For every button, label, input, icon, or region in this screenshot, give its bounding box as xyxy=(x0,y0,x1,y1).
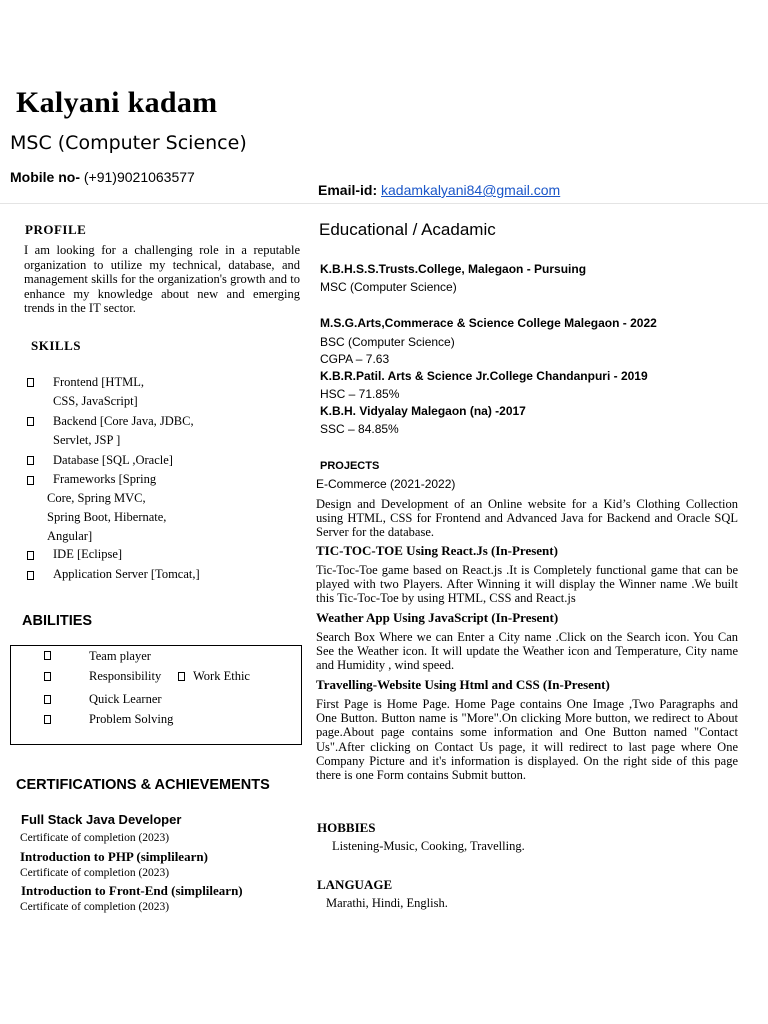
bullet-box-icon xyxy=(44,651,51,660)
mobile-line xyxy=(10,169,195,185)
email-label: Email-id: xyxy=(318,182,378,198)
education-college: K.B.H. Vidyalay Malegaon (na) -2017 xyxy=(320,404,526,418)
skill-line: Database [SQL ,Oracle] xyxy=(53,453,173,467)
skill-line: Backend [Core Java, JDBC, xyxy=(53,414,194,428)
project-title: Travelling-Website Using Html and CSS (In-Present) xyxy=(316,677,610,692)
project-description: Search Box Where we can Enter a City name .Click on the Search icon. You Can See the Weather icon. It will update the Weather icon and Temperature, City name and Humidity , wind speed. xyxy=(316,630,738,673)
education-detail: MSC (Computer Science) xyxy=(320,280,457,294)
abilities-heading: ABILITIES xyxy=(22,613,93,629)
skills-heading: SKILLS xyxy=(31,338,81,353)
certifications-heading: CERTIFICATIONS & ACHIEVEMENTS xyxy=(16,777,270,793)
hobbies-heading: HOBBIES xyxy=(317,820,376,835)
mobile-label: Mobile no- xyxy=(10,169,80,185)
ability-item: Problem Solving xyxy=(89,712,174,726)
email-line xyxy=(318,182,560,198)
cert-subtitle: Certificate of completion (2023) xyxy=(20,832,170,844)
skill-line: Frameworks [Spring xyxy=(53,472,157,486)
bullet-box-icon xyxy=(27,571,34,580)
skill-line: Application Server [Tomcat,] xyxy=(53,567,200,581)
header-divider xyxy=(0,203,768,204)
education-detail: BSC (Computer Science) xyxy=(320,335,455,349)
email-link[interactable]: kadamkalyani84@gmail.com xyxy=(381,182,561,198)
bullet-box-icon xyxy=(44,672,51,681)
bullet-box-icon xyxy=(27,456,34,465)
ability-item: Work Ethic xyxy=(193,669,250,683)
ability-item: Responsibility xyxy=(89,669,162,683)
bullet-box-icon xyxy=(27,378,34,387)
projects-heading: PROJECTS xyxy=(320,460,380,472)
project-description: Design and Development of an Online website for a Kid’s Clothing Collection using HTML, CSS for Frontend and Advanced Java for Backend and Oracle SQL Server for the database. xyxy=(316,497,738,540)
profile-text: I am looking for a challenging role in a reputable organization to utilize my technical, database, and management skills for the organization's growth and to enhance my knowledge about new and emerging trends in the IT sector. xyxy=(24,243,300,315)
ability-item: Team player xyxy=(89,649,151,663)
mobile-value: (+91)9021063577 xyxy=(80,169,195,185)
skill-line: Angular] xyxy=(47,529,93,543)
project-description: Tic-Toc-Toe game based on React.js .It is Completely functional game that can be played with two Players. After Winning it will display the Winner name .We built this Tic-Toc-Toe by using HTML, CSS and React.js xyxy=(316,563,738,606)
bullet-box-icon xyxy=(27,551,34,560)
bullet-box-icon xyxy=(44,695,51,704)
education-college: K.B.R.Patil. Arts & Science Jr.College Chandanpuri - 2019 xyxy=(320,369,648,383)
cert-subtitle: Certificate of completion (2023) xyxy=(20,867,170,879)
bullet-box-icon xyxy=(27,476,34,485)
cert-subtitle: Certificate of completion (2023) xyxy=(20,901,170,913)
cert-title: Full Stack Java Developer xyxy=(21,812,182,827)
project-title: TIC-TOC-TOE Using React.Js (In-Present) xyxy=(316,543,558,558)
education-detail: HSC – 71.85% xyxy=(320,387,400,401)
education-detail: CGPA – 7.63 xyxy=(320,352,390,366)
cert-title: Introduction to PHP (simplilearn) xyxy=(20,849,208,864)
language-text: Marathi, Hindi, English. xyxy=(326,896,448,910)
education-heading: Educational / Acadamic xyxy=(319,220,496,239)
skill-line: CSS, JavaScript] xyxy=(53,394,138,408)
project-description: First Page is Home Page. Home Page contains One Image ,Two Paragraphs and One Button. Button name is "More".On clicking More button, we redirect to About page.About page contains some information and One Button named "Contact Us".After clicking on Contact Us page, it will redirect to last page where One Company Picture and it's information is displayed. On the right side of this page there is one Form contains Submit button. xyxy=(316,697,738,783)
cert-title: Introduction to Front-End (simplilearn) xyxy=(21,883,243,898)
bullet-box-icon xyxy=(178,672,185,681)
profile-heading: PROFILE xyxy=(25,222,87,237)
bullet-box-icon xyxy=(44,715,51,724)
candidate-degree: MSC (Computer Science) xyxy=(10,132,247,154)
education-detail: SSC – 84.85% xyxy=(320,422,399,436)
skill-line: IDE [Eclipse] xyxy=(53,547,123,561)
skill-line: Servlet, JSP ] xyxy=(53,433,121,447)
hobbies-text: Listening-Music, Cooking, Travelling. xyxy=(332,839,525,853)
skill-line: Core, Spring MVC, xyxy=(47,491,146,505)
project-title: Weather App Using JavaScript (In-Present) xyxy=(316,610,559,625)
education-college: M.S.G.Arts,Commerace & Science College Malegaon - 2022 xyxy=(320,316,657,330)
language-heading: LANGUAGE xyxy=(317,877,393,892)
project-title: E-Commerce (2021-2022) xyxy=(316,477,456,491)
ability-item: Quick Learner xyxy=(89,692,162,706)
candidate-name: Kalyani kadam xyxy=(16,86,218,119)
skill-line: Frontend [HTML, xyxy=(53,375,144,389)
education-college: K.B.H.S.S.Trusts.College, Malegaon - Pursuing xyxy=(320,262,587,276)
bullet-box-icon xyxy=(27,417,34,426)
skill-line: Spring Boot, Hibernate, xyxy=(47,510,167,524)
